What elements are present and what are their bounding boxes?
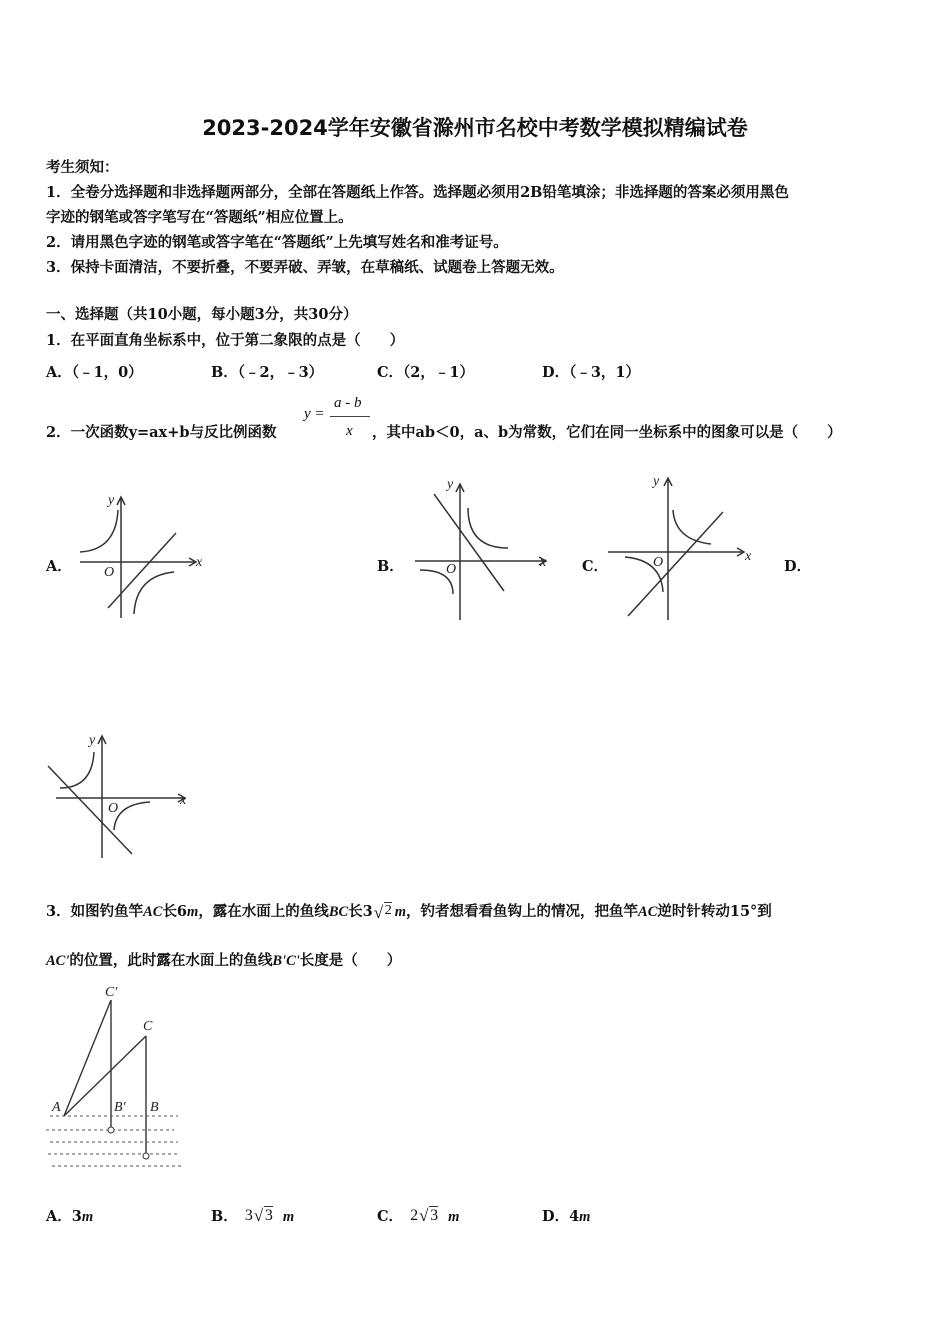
q2-frac-lhs: y = xyxy=(304,406,325,422)
q2-graph-c xyxy=(603,468,763,624)
q3-option-c-unit: m xyxy=(448,1209,460,1225)
q3-figure xyxy=(40,980,200,1170)
q1-option-c: C．（2，﹣1） xyxy=(377,364,474,381)
graph-b-x-label: x xyxy=(540,555,547,570)
graph-c-origin: O xyxy=(653,555,664,570)
q3-option-a xyxy=(46,1205,93,1226)
graph-d-x-label: x xyxy=(180,793,187,808)
q3-text-4: 长3 xyxy=(348,903,373,920)
q3-stem-line1: 3．如图钓鱼竿AC长6m，露在水面上的鱼线BC长3 √ 2 m，钓者想看看鱼钩上的情况，把鱼竿AC逆时针转动15°到 xyxy=(46,903,772,922)
q3-option-a-text: A．3 xyxy=(46,1208,82,1225)
q3-option-b-label: B． xyxy=(211,1208,238,1225)
fig-label-c: C xyxy=(143,1019,153,1034)
section-heading: 一、选择题（共10小题，每小题3分，共30分） xyxy=(46,306,358,323)
q3-text-6: 逆时针转动15°到 xyxy=(657,903,772,920)
q3-option-d-unit: m xyxy=(579,1209,591,1225)
notice-line2: 2．请用黑色字迹的钢笔或答字笔在“答题纸”上先填写姓名和准考证号。 xyxy=(46,234,508,251)
graph-a-origin: O xyxy=(104,565,115,580)
q2-option-b-label: B． xyxy=(377,558,404,575)
q3-ac: AC xyxy=(638,904,658,920)
q3-text-3: ，露在水面上的鱼线 xyxy=(198,903,329,920)
graph-a-y-label: y xyxy=(108,493,115,508)
q3-option-d-text: D．4 xyxy=(542,1208,580,1225)
notice-line3: 3．保持卡面清洁，不要折叠，不要弄破、弄皱，在草稿纸、试题卷上答题无效。 xyxy=(46,259,564,276)
notice-heading: 考生须知： xyxy=(46,159,119,176)
graph-d-origin: O xyxy=(108,801,119,816)
q3-bcp: B'C' xyxy=(272,953,300,969)
q3-text-2: 长6 xyxy=(162,903,188,920)
q3-text-8: 长度是（ ） xyxy=(299,952,402,969)
q2-option-c-label: C． xyxy=(582,558,609,575)
graph-a-x-label: x xyxy=(196,555,203,570)
q2-graph-a xyxy=(70,488,210,628)
q3-text-1: 3．如图钓鱼竿 xyxy=(46,903,144,920)
page-title: 2023-2024学年安徽省滁州市名校中考数学模拟精编试卷 xyxy=(202,116,748,140)
q2-option-a-label: A． xyxy=(46,558,72,575)
q3-text-5: ，钓者想看看鱼钩上的情况，把鱼竿 xyxy=(406,903,639,920)
q2-frac-bar xyxy=(330,416,370,417)
q1-option-d: D．（﹣3，1） xyxy=(542,364,641,381)
q3-b-radicand: 3 xyxy=(264,1207,273,1224)
q3-radicand: 2 xyxy=(384,903,392,918)
graph-c-x-label: x xyxy=(745,549,752,564)
q3-c-radicand: 3 xyxy=(430,1207,439,1224)
notice-line1a: 1．全卷分选择题和非选择题两部分，全部在答题纸上作答。选择题必须用2B铅笔填涂；非选择题的答案必须用黑色 xyxy=(46,184,789,201)
q3-bc: BC xyxy=(328,904,349,920)
graph-b-y-label: y xyxy=(447,477,454,492)
q1-option-b: B．（﹣2，﹣3） xyxy=(211,364,324,381)
q2-graph-b xyxy=(410,474,555,624)
q3-b-coef: 3 xyxy=(244,1207,253,1224)
graph-b-origin: O xyxy=(446,562,457,577)
notice-line1b: 字迹的钢笔或答字笔写在“答题纸”相应位置上。 xyxy=(46,209,353,226)
q2-frac-num: a - b xyxy=(334,395,362,411)
q3-unit-m: m xyxy=(394,904,407,920)
q3-option-a-unit: m xyxy=(81,1209,94,1225)
q1-stem: 1．在平面直角坐标系中，位于第二象限的点是（ ） xyxy=(46,332,405,349)
graph-c-y-label: y xyxy=(653,474,660,489)
q2-option-d-label: D． xyxy=(784,558,812,575)
q3-option-c-label: C． xyxy=(377,1208,404,1225)
q3-unit-m: m xyxy=(187,904,199,920)
q3-c-coef: 2 xyxy=(410,1207,419,1224)
q2-frac-den: x xyxy=(346,423,353,439)
fig-label-b: B xyxy=(150,1100,159,1115)
fig-label-b-prime: B′ xyxy=(114,1100,126,1115)
q3-text-7: 的位置，此时露在水面上的鱼线 xyxy=(69,952,273,969)
q2-stem-b: ，其中ab＜0，a、b为常数，它们在同一坐标系中的图象可以是（ ） xyxy=(372,424,842,441)
q3-acp: AC' xyxy=(46,953,70,969)
q3-option-d xyxy=(542,1205,590,1226)
q3-stem-line2 xyxy=(46,949,401,970)
fig-label-a: A xyxy=(52,1100,61,1115)
fig-label-c-prime: C′ xyxy=(105,985,118,1000)
q3-option-c: C． 2 √ 3 m xyxy=(377,1206,460,1225)
q2-graph-d xyxy=(42,726,202,864)
q3-option-b-unit: m xyxy=(282,1209,295,1225)
q3-ac: AC xyxy=(143,904,163,920)
q3-option-b: B． 3 √ 3 m xyxy=(211,1206,295,1225)
graph-d-y-label: y xyxy=(89,733,96,748)
q2-stem-a: 2．一次函数y=ax+b与反比例函数 xyxy=(46,424,277,441)
q1-option-a: A．（﹣1，0） xyxy=(46,364,143,381)
